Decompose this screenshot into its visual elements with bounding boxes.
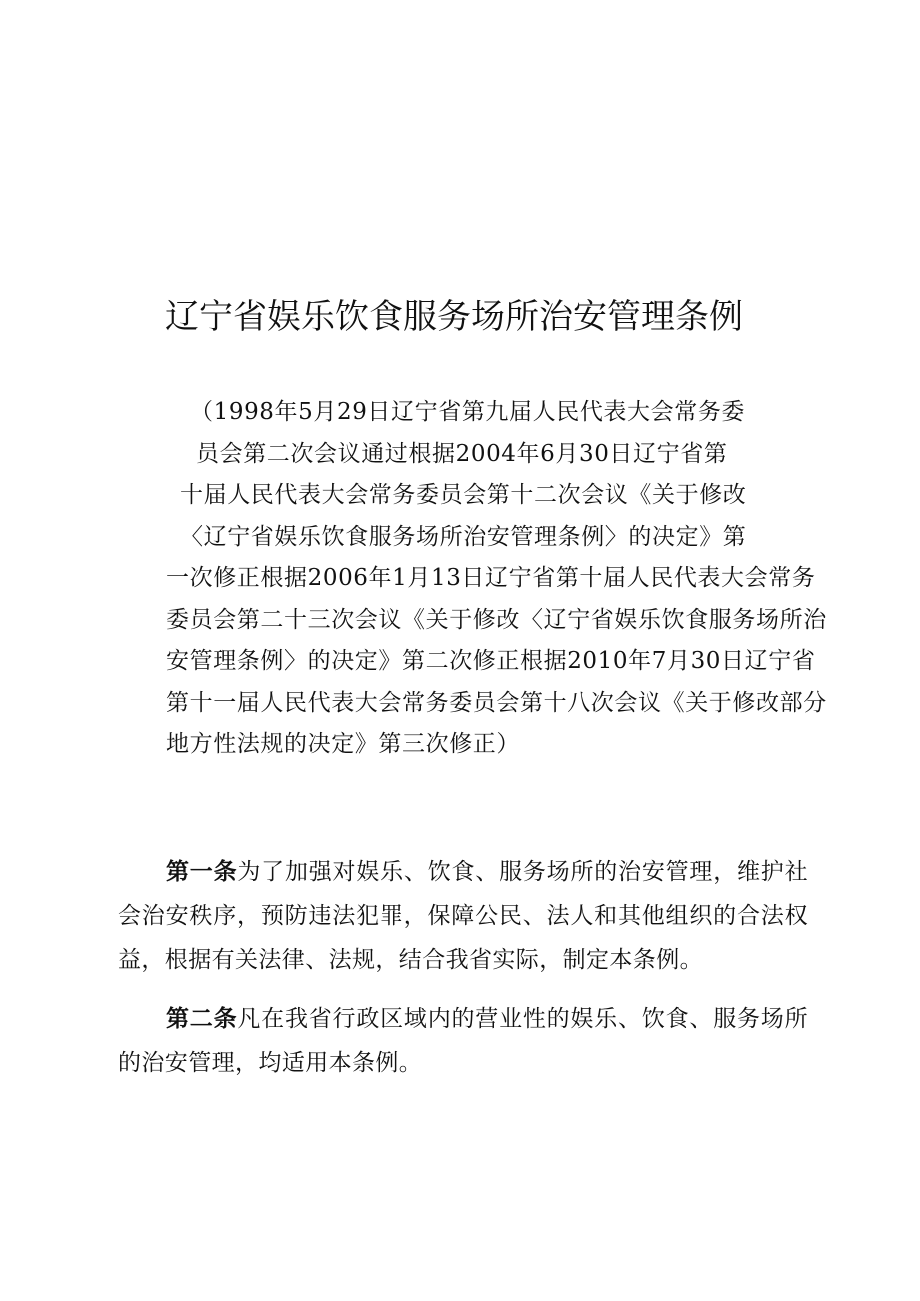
amendment-history — [166, 392, 827, 766]
preamble-line: 委员会第二十三次会议《关于修改〈辽宁省娱乐饮食服务场所治 — [166, 606, 827, 633]
article-text: 凡在我省行政区域内的营业性的娱乐、饮食、服务场所的治安管理，均适用本条例。 — [118, 1006, 809, 1076]
preamble-line: 安管理条例〉的决定》第二次修正根据2010年7月30日辽宁省 — [166, 648, 816, 674]
articles-section — [118, 850, 808, 1100]
preamble-line: 十届人民代表大会常务委员会第十二次会议《关于修改 — [180, 482, 747, 508]
preamble-line: 地方性法规的决定》第三次修正） — [166, 731, 520, 757]
article-2 — [118, 997, 808, 1085]
article-1 — [118, 850, 808, 982]
preamble-line: 一次修正根据2006年1月13日辽宁省第十届人民代表大会常务 — [166, 565, 816, 591]
preamble-line: （1998年5月29日辽宁省第九届人民代表大会常务委 — [190, 399, 746, 425]
preamble-line: 〈辽宁省娱乐饮食服务场所治安管理条例〉的决定》第 — [180, 523, 747, 550]
article-label: 第一条 — [166, 859, 238, 885]
preamble-line: 员会第二次会议通过根据2004年6月30日辽宁省第 — [196, 440, 728, 467]
article-label: 第二条 — [166, 1006, 238, 1032]
article-text: 为了加强对娱乐、饮食、服务场所的治安管理，维护社会治安秩序，预防违法犯罪，保障公民、法人和其他组织的合法权益，根据有关法律、法规，结合我省实际，制定本条例。 — [118, 859, 809, 973]
preamble-line: 第十一届人民代表大会常务委员会第十八次会议《关于修改部分 — [166, 689, 827, 716]
document-title: 辽宁省娱乐饮食服务场所治安管理条例 — [165, 296, 743, 337]
